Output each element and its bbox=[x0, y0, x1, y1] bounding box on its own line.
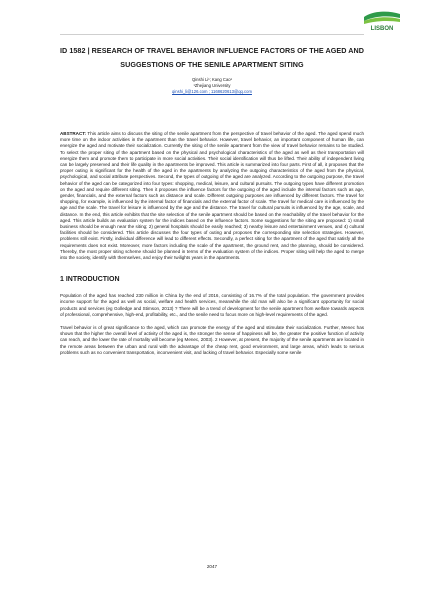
logo-text: LISBON bbox=[370, 26, 394, 32]
introduction-paragraph-2: Travel behavior is of great significance to the aged, which can promote the energy of the aged and stimulate their socialization. Further, Menec has shown that the higher the overall level of activity of the aged is, the stronger the sense of happiness will be, the greater the positive function of activity can reach, and the lower the rate of mortality will become (eg Menec, 2003). 2 However, at present, the majority of the senile apartments are located in the remote areas between the urban and rural with the advantage of the cheap rent, good environment, and large areas, which leads to serious problems such as no convenient transportation, inconvenient visit, and lacking of travel behavior. Especially some senile bbox=[60, 325, 364, 355]
paper-title: ID 1582 | RESEARCH OF TRAVEL BEHAVIOR INFLUENCE FACTORS OF THE AGED AND SUGGESTIONS OF THE SENILE APARTMENT SITING bbox=[60, 46, 365, 69]
paper-authors: Qinshi Li¹; Kang Cao¹ bbox=[191, 77, 233, 82]
paper-content bbox=[60, 44, 364, 363]
author-emails-link[interactable]: qinshi_li@126.com ; 1168620613@qq.com bbox=[172, 89, 252, 94]
abstract-label: ABSTRACT: bbox=[60, 131, 87, 136]
abstract-text: This article aims to discuss the siting of the senile apartment from the perspective of travel behavior of the aged. The aged spend much more time on the indoor activities in the apartment than the travel behavior. However, travel behavior, an important component of human life, can energize the aged and motivate their socialization. Currently the siting of the senile apartment from the view of travel behavior remains to be studied. To select the proper siting of the apartment based on the physical and psychological characteristics of the aged as well as their transportation will energize them and promote them to participate in more social activities. Their social identification will thus be lifted. Their ability of independent living can be largely preserved and their life quality in the apartments be improved. This article is summarized into four parts. First of all, it proposes that the proper outing is significant for the health of the aged in the apartments by analyzing the outgoing characteristics of the aged from the physical, psychological, and social attribute perspectives. Second, the types of outgoing of the aged are analyzed. According to the outgoing purpose, the travel behavior of the aged can be categorized into four types: shopping, medical, leisure, and cultural pursuits. The outgoing types have different promotion on the aged and require different siting. Then it proposes the influence factors for the outgoing of the aged include the internal factors such as age, gender, financials, and the external factors such as distance and scale. Different outgoing purposes are influenced by different factors. The travel for shopping, for example, is influenced by the internal factor of financials and the external factor of scale. The travel for medical care is influenced by the age and the scale. The travel for leisure is influenced by the age and the distance. The travel for cultural pursuits is influenced by the age, scale, and distance. In the end, this article exhibits that the site selection of the senile apartment should be based on the reachability of the travel behavior for the aged. This article builds an evaluation system for the indices based on the influence factors. Some suggestions for the siting are proposed: 1) small business should be enough near the siting; 2) general hospitals should be easily reached; 3) nearby leisure and entertainment venues, and 4) cultural facilities should be considered. This article discusses the four types of outing and proposes the corresponding site selection strategies. However, problems still exist. Firstly, individual difference will lead to different effects. Secondly, a perfect siting for the apartment of the aged that satisfy all the requirements does not exist. Moreover, more factors including the scale of the apartment, the ground rent, and the planning, should be considered. Thereby, the most proper siting scheme should be planned in terms of the evaluation system of the indices. Proper siting will help the aged to merge into the society, identify with themselves, and enjoy their twilights years in the apartments. bbox=[60, 131, 364, 261]
page-header bbox=[0, 0, 424, 26]
paper-affiliation: ¹Zhejiang University bbox=[193, 83, 231, 88]
page-number: 2047 bbox=[206, 564, 218, 569]
introduction-paragraph-1: Population of the aged has reached 230 million in China by the end of 2016, consisting of 16.7% of the total population. The government provides income support for the aged as well as social, welfare and health services, meanwhile the old man will also be a significant opportunity for social products and services (eg Golledge and Stimson, 2013) ? There will be a trend of development for the senile apartment from welfare towards aspects of professional, comprehensive, high-end, profitability, etc., and the senile need to focus more on high-level requirements of the aged. bbox=[60, 293, 364, 317]
conference-logo-icon bbox=[362, 8, 402, 34]
abstract bbox=[60, 131, 364, 261]
conference-logo bbox=[362, 8, 402, 34]
header-divider bbox=[60, 34, 364, 35]
section-heading-introduction: 1 INTRODUCTION bbox=[60, 276, 120, 284]
